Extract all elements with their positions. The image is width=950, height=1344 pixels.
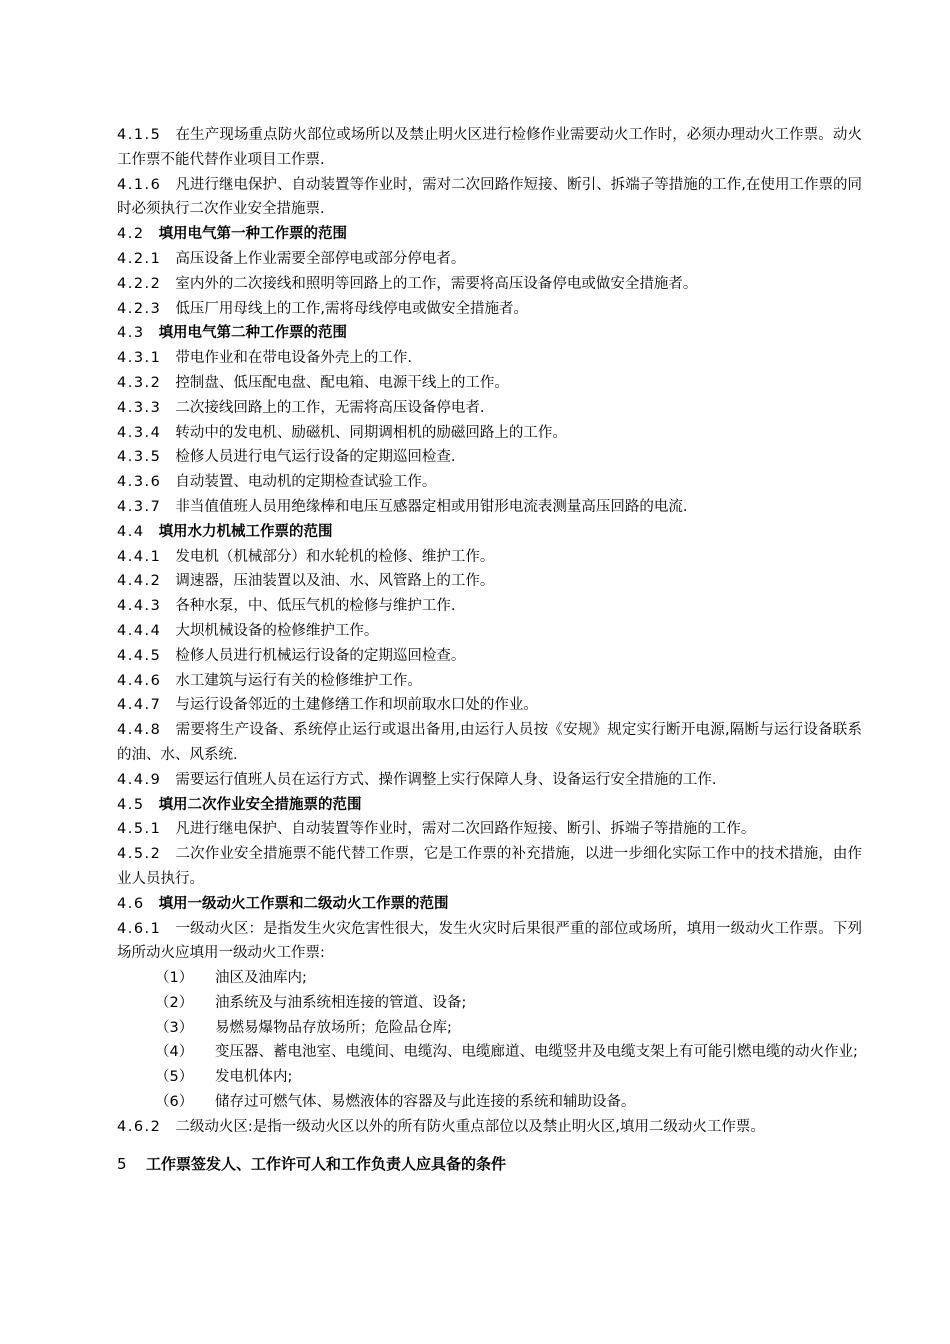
clause-text: 二次接线回路上的工作，无需将高压设备停电者.	[175, 399, 485, 416]
section-title: 工作票签发人、工作许可人和工作负责人应具备的条件	[146, 1154, 507, 1173]
clause-number: 4.6.1	[117, 920, 162, 937]
list-text: 储存过可燃气体、易燃液体的容器及与此连接的系统和辅助设备。	[215, 1094, 636, 1111]
clause-number: 4.4.8	[117, 722, 162, 739]
heading-4-2	[117, 222, 862, 247]
clause-number: 4.5.1	[117, 821, 162, 838]
clause-number: 4.4.2	[117, 573, 162, 590]
clause-number: 4.4.9	[117, 771, 162, 788]
clause-number: 4.4.4	[117, 622, 162, 639]
list-text: 易燃易爆物品存放场所；危险品仓库;	[215, 1019, 452, 1036]
clause-text: 需要将生产设备、系统停止运行或退出备用,由运行人员按《安规》规定实行断开电源,隔断与运行设备联系的油、水、风系统.	[117, 722, 862, 763]
clause-text: 发电机（机械部分）和水轮机的检修、维护工作。	[175, 548, 495, 565]
heading-number: 4.3	[117, 325, 145, 342]
list-marker: （3）	[155, 1019, 194, 1036]
clause-number: 4.5.2	[117, 846, 162, 863]
clause-number: 4.4.5	[117, 647, 162, 664]
list-item	[117, 1090, 862, 1115]
clause-4-6-2	[117, 1115, 862, 1140]
section-number: 5	[117, 1154, 129, 1173]
clause-number: 4.3.1	[117, 350, 162, 367]
clause-text: 室内外的二次接线和照明等回路上的工作，需要将高压设备停电或做安全措施者。	[175, 275, 698, 292]
heading-text: 填用二次作业安全措施票的范围	[158, 796, 362, 813]
clause-number: 4.2.2	[117, 275, 162, 292]
list-text: 变压器、蓄电池室、电缆间、电缆沟、电缆廊道、电缆竖井及电缆支架上有可能引燃电缆的动火作业;	[215, 1044, 858, 1061]
clause-text: 各种水泵，中、低压气机的检修与维护工作.	[175, 598, 456, 615]
clause-text: 与运行设备邻近的土建修缮工作和坝前取水口处的作业。	[175, 697, 538, 714]
clause-text: 需要运行值班人员在运行方式、操作调整上实行保障人身、设备运行安全措施的工作.	[175, 771, 717, 788]
clause-4-5-2	[117, 842, 862, 892]
heading-4-6	[117, 892, 862, 917]
clause-text: 凡进行继电保护、自动装置等作业时，需对二次回路作短接、断引、拆端子等措施的工作,在使用工作票的同时必须执行二次作业安全措施票.	[117, 176, 862, 218]
clause-text: 检修人员进行机械运行设备的定期巡回检查。	[175, 647, 466, 664]
heading-4-5	[117, 793, 862, 818]
clause-text: 低压厂用母线上的工作,需将母线停电或做安全措施者。	[175, 300, 529, 317]
clause-text: 检修人员进行电气运行设备的定期巡回检查.	[175, 449, 456, 466]
clause-4-4-9	[117, 768, 862, 793]
heading-4-3	[117, 321, 862, 346]
clause-4-4-7	[117, 693, 862, 718]
clause-number: 4.6.2	[117, 1118, 162, 1135]
clause-4-3-6	[117, 470, 862, 495]
clause-4-4-5	[117, 644, 862, 669]
list-text: 油区及油库内;	[215, 970, 307, 987]
clause-number: 4.4.1	[117, 548, 162, 565]
heading-4-4	[117, 520, 862, 545]
clause-number: 4.3.5	[117, 449, 162, 466]
clause-4-3-1	[117, 346, 862, 371]
clause-4-2-1	[117, 247, 862, 272]
list-text: 发电机体内;	[215, 1069, 293, 1086]
clause-number: 4.2.3	[117, 300, 162, 317]
clause-number: 4.4.6	[117, 672, 162, 689]
clause-4-1-6	[117, 173, 862, 223]
clause-text: 高压设备上作业需要全部停电或部分停电者。	[175, 250, 466, 267]
list-marker: （5）	[155, 1069, 194, 1086]
clause-4-5-1	[117, 817, 862, 842]
clause-4-3-2	[117, 371, 862, 396]
heading-number: 4.6	[117, 895, 145, 912]
clause-4-4-1	[117, 545, 862, 570]
clause-4-2-3	[117, 297, 862, 322]
section-5-heading	[117, 1152, 862, 1177]
list-item	[117, 1040, 862, 1065]
clause-4-4-4	[117, 619, 862, 644]
clause-number: 4.3.4	[117, 424, 162, 441]
clause-4-3-7	[117, 495, 862, 520]
clause-4-1-5	[117, 123, 862, 173]
clause-4-3-4	[117, 421, 862, 446]
clause-4-4-3	[117, 594, 862, 619]
clause-text: 二级动火区:是指一级动火区以外的所有防火重点部位以及禁止明火区,填用二级动火工作票。	[175, 1118, 765, 1135]
list-item	[117, 966, 862, 991]
clause-number: 4.4.3	[117, 598, 162, 615]
list-text: 油系统及与油系统相连接的管道、设备;	[215, 994, 467, 1011]
list-marker: （6）	[155, 1094, 194, 1111]
clause-4-4-2	[117, 569, 862, 594]
list-marker: （4）	[155, 1044, 194, 1061]
heading-number: 4.5	[117, 796, 145, 813]
heading-number: 4.2	[117, 226, 145, 243]
document-body	[117, 123, 862, 1176]
clause-text: 带电作业和在带电设备外壳上的工作.	[175, 350, 413, 367]
clause-number: 4.4.7	[117, 697, 162, 714]
clause-text: 大坝机械设备的检修维护工作。	[175, 622, 379, 639]
clause-text: 转动中的发电机、励磁机、同期调相机的励磁回路上的工作。	[175, 424, 567, 441]
clause-text: 凡进行继电保护、自动装置等作业时，需对二次回路作短接、断引、拆端子等措施的工作。	[175, 821, 756, 838]
clause-4-6-1	[117, 917, 862, 967]
clause-number: 4.2.1	[117, 250, 162, 267]
clause-4-3-3	[117, 396, 862, 421]
heading-number: 4.4	[117, 523, 145, 540]
clause-4-4-8	[117, 718, 862, 768]
list-item	[117, 1016, 862, 1041]
clause-number: 4.3.2	[117, 374, 162, 391]
clause-text: 水工建筑与运行有关的检修维护工作。	[175, 672, 422, 689]
clause-text: 调速器，压油装置以及油、水、风管路上的工作。	[175, 573, 495, 590]
clause-number: 4.1.5	[117, 127, 162, 143]
clause-text: 非当值值班人员用绝缘棒和电压互感器定相或用钳形电流表测量高压回路的电流.	[175, 498, 688, 515]
clause-text: 一级动火区：是指发生火灾危害性很大，发生火灾时后果很严重的部位或场所，填用一级动火工作票。下列场所动火应填用一级动火工作票:	[117, 920, 862, 962]
clause-text: 在生产现场重点防火部位或场所以及禁止明火区进行检修作业需要动火工作时，必须办理动火工作票。动火工作票不能代替作业项目工作票.	[117, 127, 862, 168]
list-item	[117, 1065, 862, 1090]
list-item	[117, 991, 862, 1016]
clause-4-4-6	[117, 669, 862, 694]
clause-number: 4.3.7	[117, 498, 162, 515]
list-marker: （2）	[155, 994, 194, 1011]
clause-4-3-5	[117, 445, 862, 470]
clause-number: 4.3.6	[117, 474, 162, 491]
clause-4-2-2	[117, 272, 862, 297]
heading-text: 填用电气第二种工作票的范围	[158, 325, 348, 342]
clause-number: 4.1.6	[117, 176, 162, 193]
heading-text: 填用水力机械工作票的范围	[158, 523, 333, 540]
clause-text: 控制盘、低压配电盘、配电箱、电源干线上的工作。	[175, 374, 509, 391]
clause-text: 二次作业安全措施票不能代替工作票，它是工作票的补充措施，以进一步细化实际工作中的技术措施，由作业人员执行。	[117, 846, 862, 887]
heading-text: 填用一级动火工作票和二级动火工作票的范围	[158, 895, 449, 912]
clause-text: 自动装置、电动机的定期检查试验工作。	[175, 474, 437, 491]
clause-number: 4.3.3	[117, 399, 162, 416]
list-marker: （1）	[155, 970, 194, 987]
heading-text: 填用电气第一种工作票的范围	[158, 226, 348, 243]
